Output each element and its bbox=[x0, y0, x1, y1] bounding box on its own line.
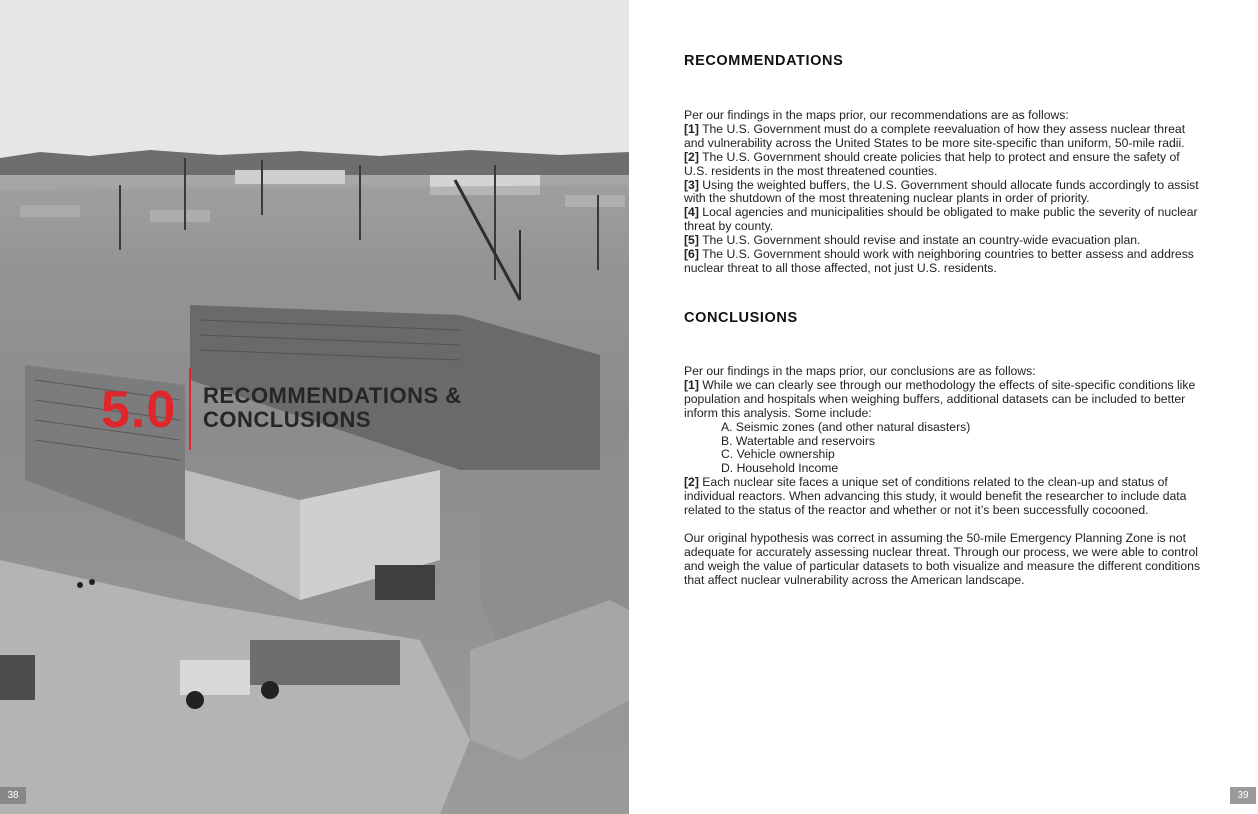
paragraph-spacer bbox=[684, 518, 1204, 532]
recommendation-item bbox=[684, 248, 1204, 276]
recommendation-item bbox=[684, 179, 1204, 207]
conclusions-body bbox=[684, 365, 1204, 588]
item-text: The U.S. Government should revise and instate an country-wide evacuation plan. bbox=[698, 233, 1141, 248]
item-number: [5] bbox=[684, 233, 699, 248]
chapter-number: 5.0 bbox=[101, 381, 177, 439]
item-number: [2] bbox=[684, 149, 699, 164]
page-number-left: 38 bbox=[0, 787, 26, 804]
recommendation-item bbox=[684, 123, 1204, 151]
item-text: Local agencies and municipalities should be obligated to make public the severity of nuclear threat by county. bbox=[684, 205, 1198, 234]
right-page-text bbox=[629, 0, 1258, 814]
conclusion-item bbox=[684, 476, 1204, 518]
item-text: Using the weighted buffers, the U.S. Government should allocate funds accordingly to assist with the shutdown of the most threatening nuclear plants in order of priority. bbox=[684, 177, 1199, 206]
page-number-right: 39 bbox=[1230, 787, 1256, 804]
conclusions-intro: Per our findings in the maps prior, our conclusions are as follows: bbox=[684, 364, 1036, 378]
recommendation-item bbox=[684, 151, 1204, 179]
item-number: [1] bbox=[684, 121, 699, 136]
item-text: While we can clearly see through our methodology the effects of site-specific conditions like population and hospitals when weighing buffers, additional datasets can be included to better inform this analysis. Some include: bbox=[684, 377, 1196, 420]
chapter-divider bbox=[189, 368, 191, 450]
item-text: The U.S. Government should create policies that help to protect and ensure the safety of U.S. residents in the most threatened counties. bbox=[684, 149, 1180, 178]
conclusions-heading: CONCLUSIONS bbox=[684, 310, 798, 326]
recommendations-body bbox=[684, 109, 1204, 276]
chapter-title-line-2: CONCLUSIONS bbox=[203, 407, 372, 432]
recommendation-item bbox=[684, 234, 1204, 248]
item-text: The U.S. Government should work with neighboring countries to better assess and address nuclear threat to all those affected, not just U.S. residents. bbox=[684, 247, 1194, 275]
conclusions-closing: Our original hypothesis was correct in assuming the 50-mile Emergency Planning Zone is not adequate for accurately assessing nuclear threat. Through our process, we were able to control and weigh the value of particular datasets to both visualize and measure the different conditions that affect nuclear vulnerability across the American landscape. bbox=[684, 530, 1201, 587]
item-text: The U.S. Government must do a complete reevaluation of how they assess nuclear threat and vulnerability across the United States to be more site-specific than uniform, 50-mile radii. bbox=[684, 121, 1186, 150]
item-number: [2] bbox=[684, 475, 699, 490]
conclusion-item bbox=[684, 379, 1204, 421]
conclusion-sub-item: C. Vehicle ownership bbox=[721, 447, 835, 462]
chapter-title-line-1: RECOMMENDATIONS & bbox=[203, 383, 462, 408]
item-number: [4] bbox=[684, 205, 699, 220]
conclusion-sub-item: B. Watertable and reservoirs bbox=[721, 433, 875, 448]
item-number: [1] bbox=[684, 377, 699, 392]
item-number: [3] bbox=[684, 177, 699, 192]
recommendations-heading: RECOMMENDATIONS bbox=[684, 53, 844, 69]
item-number: [6] bbox=[684, 247, 699, 262]
recommendation-item bbox=[684, 206, 1204, 234]
recommendations-intro: Per our findings in the maps prior, our recommendations are as follows: bbox=[684, 108, 1069, 122]
item-text: Each nuclear site faces a unique set of conditions related to the clean-up and status of individual reactors. When advancing this study, it would benefit the researcher to include data related to the status of the reactor and whether or not it’s been successfully cocooned. bbox=[684, 475, 1187, 518]
conclusion-sub-item: A. Seismic zones (and other natural disasters) bbox=[721, 419, 971, 434]
chapter-title bbox=[203, 384, 503, 432]
conclusion-sub-item: D. Household Income bbox=[721, 461, 839, 476]
